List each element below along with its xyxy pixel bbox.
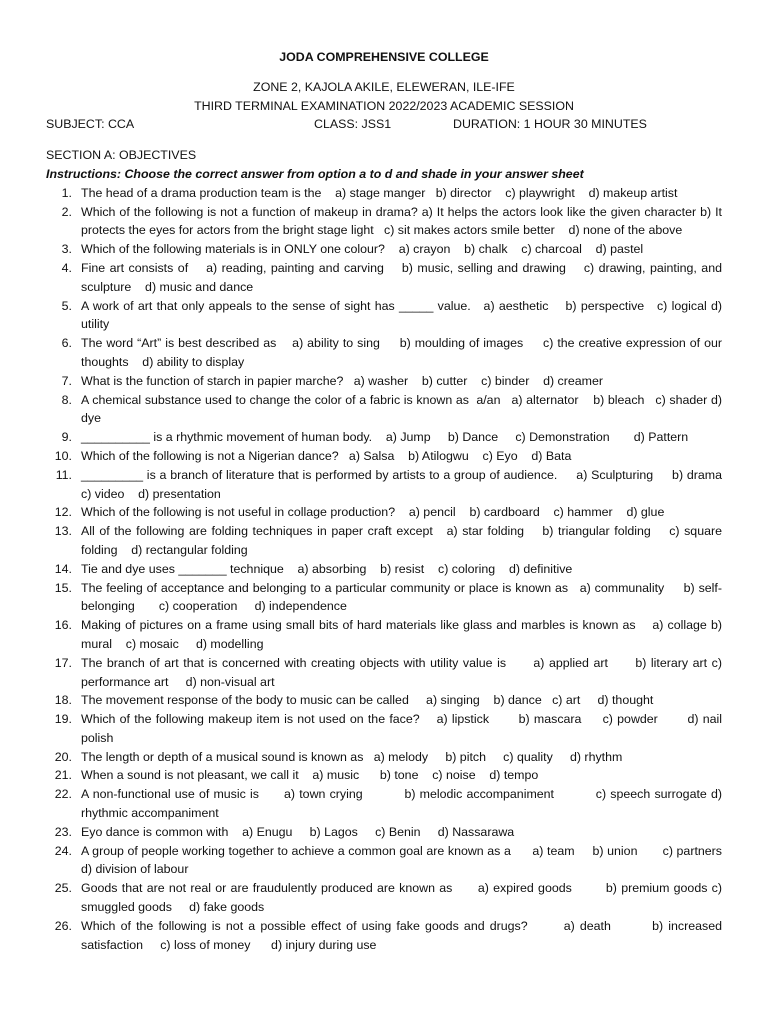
- question-text: Which of the following materials is in ONLY one colour? a) crayon b) chalk c) charcoal d) pastel: [81, 242, 644, 257]
- question-text: A group of people working together to achieve a common goal are known as a a) team b) union c) partners d) division of labour: [81, 843, 740, 877]
- question-number: 19.: [54, 712, 72, 727]
- question-number: 18.: [54, 693, 72, 708]
- question-item: [46, 560, 722, 579]
- question-number: 17.: [54, 655, 72, 670]
- question-text: The word “Art” is best described as a) ability to sing b) moulding of images c) the creative expression of our thoughts d) ability to display: [81, 336, 726, 369]
- question-number: 11.: [55, 467, 72, 482]
- question-number: 10.: [54, 448, 72, 463]
- section-title: SECTION A: OBJECTIVES: [46, 148, 197, 163]
- question-item: [46, 654, 726, 692]
- question-number: 1.: [61, 185, 72, 200]
- question-number: 8.: [61, 392, 72, 407]
- question-text: The movement response of the body to music can be called a) singing b) dance c) art d) thought: [81, 693, 654, 708]
- question-item: [46, 184, 722, 203]
- question-number: 4.: [61, 260, 72, 275]
- question-number: 6.: [61, 336, 72, 351]
- question-number: 24.: [54, 843, 72, 858]
- question-text: Which of the following is not a possible effect of using fake goods and drugs? a) death b) increased satisfaction c) loss of money d) injury during use: [81, 918, 726, 952]
- question-number: 5.: [61, 298, 72, 313]
- school-name: JODA COMPREHENSIVE COLLEGE: [279, 50, 489, 64]
- class-label: CLASS: JSS1: [314, 117, 392, 132]
- question-text: Which of the following is not a function of makeup in drama? a) It helps the actors look like the given character b) It protects the eyes for actors from the bright stage light c) sit makes actors smile better d) none of the above: [81, 204, 726, 238]
- question-number: 13.: [54, 524, 72, 539]
- subject-label: SUBJECT: CCA: [46, 117, 135, 132]
- exam-title: THIRD TERMINAL EXAMINATION 2022/2023 ACADEMIC SESSION: [194, 98, 574, 113]
- question-number: 26.: [54, 918, 72, 933]
- question-item: [46, 766, 722, 785]
- question-number: 9.: [61, 430, 72, 445]
- question-text: _________ is a branch of literature that is performed by artists to a group of audience. a) Sculpturing b) drama c) video d) presentation: [81, 467, 736, 501]
- exam-meta: [46, 115, 722, 134]
- question-item: [46, 334, 726, 372]
- question-item: [46, 391, 726, 429]
- question-text: Eyo dance is common with a) Enugu b) Lagos c) Benin d) Nassarawa: [81, 824, 515, 839]
- question-item: [46, 785, 726, 823]
- question-text: A chemical substance used to change the color of a fabric is known as a/an a) alternator b) bleach c) shader d) dye: [81, 392, 726, 426]
- question-item: [46, 748, 722, 767]
- question-item: [46, 691, 722, 710]
- question-number: 2.: [61, 204, 72, 219]
- question-text: The branch of art that is concerned with creating objects with utility value is a) applied art b) literary art c) performance art d) non-visual art: [81, 655, 726, 689]
- question-item: [46, 503, 722, 522]
- question-text: Making of pictures on a frame using small bits of hard materials like glass and marbles is known as a) collage b) mural c) mosaic d) modelling: [81, 618, 726, 651]
- question-item: [46, 297, 726, 335]
- question-text: Fine art consists of a) reading, painting and carving b) music, selling and drawing c) drawing, painting, and sculpture d) music and dance: [81, 260, 726, 294]
- question-number: 7.: [61, 373, 72, 388]
- question-item: [46, 240, 722, 259]
- question-item: [46, 428, 722, 447]
- question-item: [46, 879, 726, 917]
- school-address: ZONE 2, KAJOLA AKILE, ELEWERAN, ILE-IFE: [253, 79, 515, 94]
- question-item: [46, 823, 722, 842]
- question-item: [46, 447, 722, 466]
- question-item: [46, 466, 736, 504]
- question-number: 16.: [54, 618, 72, 633]
- question-item: [46, 522, 726, 560]
- question-item: [46, 616, 726, 654]
- question-text: All of the following are folding techniques in paper craft except a) star folding b) triangular folding c) square folding d) rectangular folding: [81, 524, 726, 557]
- question-item: [46, 372, 722, 391]
- question-item: [46, 579, 722, 617]
- question-text: The length or depth of a musical sound is known as a) melody b) pitch c) quality d) rhythm: [81, 749, 623, 764]
- question-number: 12.: [54, 505, 72, 520]
- question-text: Which of the following makeup item is not used on the face? a) lipstick b) mascara c) powder d) nail polish: [81, 712, 726, 745]
- question-text: Goods that are not real or are fraudulently produced are known as a) expired goods b) premium goods c) smuggled goods d) fake goods: [81, 881, 726, 915]
- question-number: 25.: [54, 881, 72, 896]
- question-number: 14.: [54, 561, 72, 576]
- question-number: 3.: [61, 242, 72, 257]
- question-list: [46, 184, 740, 955]
- question-text: What is the function of starch in papier marche? a) washer b) cutter c) binder d) creamer: [81, 373, 603, 388]
- question-item: [46, 203, 726, 241]
- question-text: The head of a drama production team is the a) stage manger b) director c) playwright d) makeup artist: [81, 185, 678, 200]
- question-text: A non-functional use of music is a) town crying b) melodic accompaniment c) speech surrogate d) rhythmic accompaniment: [81, 787, 726, 821]
- instructions: Instructions: Choose the correct answer from option a to d and shade in your answer sheet: [46, 166, 584, 181]
- question-text: Tie and dye uses _______ technique a) absorbing b) resist c) coloring d) definitive: [81, 561, 573, 576]
- question-number: 22.: [54, 787, 72, 802]
- question-number: 23.: [54, 824, 72, 839]
- question-text: __________ is a rhythmic movement of human body. a) Jump b) Dance c) Demonstration d) Pattern: [81, 430, 689, 445]
- question-number: 15.: [54, 580, 72, 595]
- question-item: [46, 710, 726, 748]
- question-number: 20.: [54, 749, 72, 764]
- question-item: [46, 259, 726, 297]
- question-item: [46, 917, 726, 955]
- question-text: The feeling of acceptance and belonging to a particular community or place is known as a) communality b) self-belonging c) cooperation d) independence: [81, 580, 722, 614]
- question-text: Which of the following is not a Nigerian dance? a) Salsa b) Atilogwu c) Eyo d) Bata: [81, 448, 572, 463]
- duration-label: DURATION: 1 HOUR 30 MINUTES: [453, 117, 647, 132]
- question-text: Which of the following is not useful in collage production? a) pencil b) cardboard c) hammer d) glue: [81, 505, 665, 520]
- question-text: A work of art that only appeals to the sense of sight has _____ value. a) aesthetic b) perspective c) logical d) utility: [81, 298, 726, 332]
- question-number: 21.: [54, 768, 72, 783]
- question-text: When a sound is not pleasant, we call it a) music b) tone c) noise d) tempo: [81, 768, 539, 783]
- question-item: [46, 842, 740, 880]
